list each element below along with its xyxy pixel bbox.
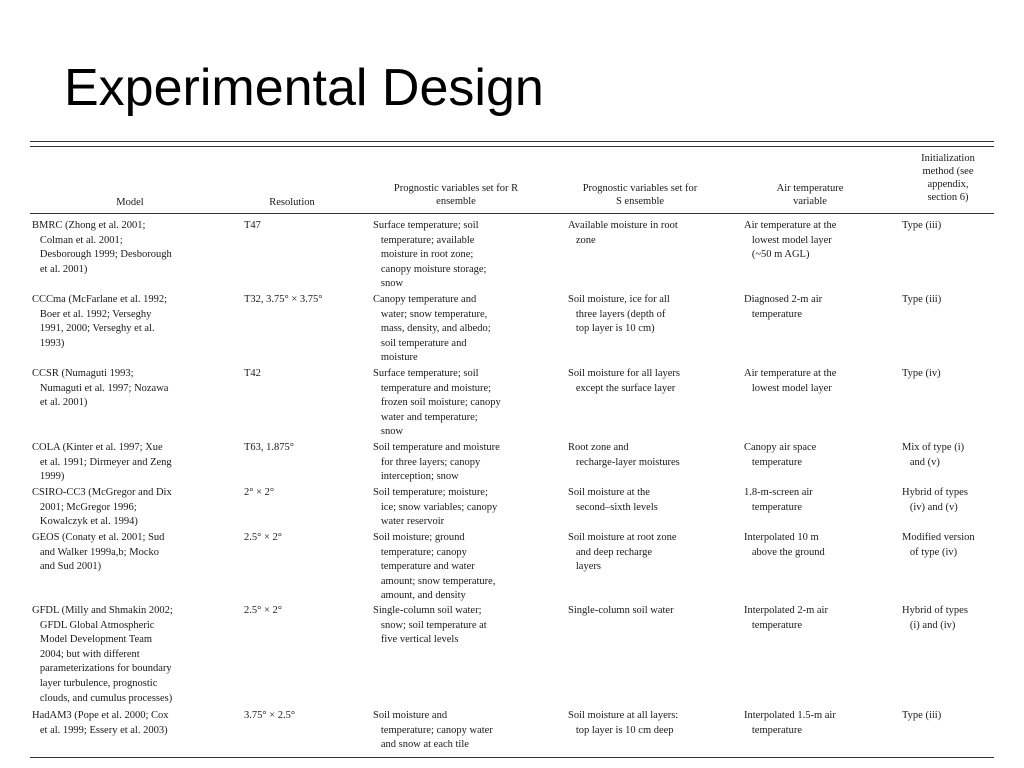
cell-resolution: T32, 3.75° × 3.75°: [244, 294, 323, 305]
cell-resolution: T42: [244, 368, 261, 379]
cell-s-ensemble: Soil moisture at all layers: top layer is 10 cm deep: [568, 710, 679, 736]
cell-resolution: 2° × 2°: [244, 487, 275, 498]
cell-air-temperature: Canopy air space temperature: [744, 442, 817, 468]
cell-air-temperature: Interpolated 2-m air temperature: [744, 605, 828, 631]
cell-r-ensemble: Soil temperature and moisture for three layers; canopy interception; snow: [373, 442, 500, 483]
cell-air-temperature: Air temperature at the lowest model layer (~50 m AGL): [744, 220, 837, 261]
cell-s-ensemble: Single-column soil water: [568, 605, 674, 616]
cell-initialization: Modified version of type (iv): [902, 532, 975, 558]
slide-title: Experimental Design: [64, 59, 544, 117]
cell-r-ensemble: Soil temperature; moisture; ice; snow variables; canopy water reservoir: [373, 487, 498, 528]
cell-s-ensemble: Root zone and recharge-layer moistures: [568, 442, 680, 468]
cell-initialization: Hybrid of types (iv) and (v): [902, 487, 968, 513]
cell-r-ensemble: Soil moisture and temperature; canopy water and snow at each tile: [373, 710, 493, 751]
cell-r-ensemble: Single-column soil water; snow; soil temperature at five vertical levels: [373, 605, 487, 646]
header-model: Model: [116, 197, 144, 208]
cell-s-ensemble: Available moisture in root zone: [568, 220, 678, 246]
cell-air-temperature: Interpolated 10 m above the ground: [744, 532, 825, 558]
table-top-rule-double: [30, 146, 994, 147]
cell-r-ensemble: Soil moisture; ground temperature; canopy temperature and water amount; snow temperature, amount, and density: [373, 532, 496, 602]
cell-model: CSIRO-CC3 (McGregor and Dix 2001; McGregor 1996; Kowalczyk et al. 1994): [32, 487, 172, 528]
header-s-ensemble: Prognostic variables set for S ensemble: [582, 183, 698, 207]
cell-resolution: T63, 1.875°: [244, 442, 294, 453]
cell-r-ensemble: Surface temperature; soil temperature; available moisture in root zone; canopy moisture storage; snow: [373, 220, 487, 290]
cell-model: COLA (Kinter et al. 1997; Xue et al. 1991; Dirmeyer and Zeng 1999): [32, 442, 172, 483]
table-bottom-rule: [30, 757, 994, 758]
cell-r-ensemble: Surface temperature; soil temperature and moisture; frozen soil moisture; canopy water and temperature; snow: [373, 368, 501, 438]
cell-s-ensemble: Soil moisture at the second–sixth levels: [568, 487, 658, 513]
header-air-temperature: Air temperature variable: [776, 183, 844, 207]
cell-initialization: Hybrid of types (i) and (iv): [902, 605, 968, 631]
cell-model: GFDL (Milly and Shmakin 2002; GFDL Global Atmospheric Model Development Team 2004; but with different parameterizations for boundary layer turbulence, prognostic clouds, and cumulus processes): [32, 605, 173, 704]
cell-resolution: 2.5° × 2°: [244, 532, 282, 543]
cell-model: HadAM3 (Pope et al. 2000; Cox et al. 1999; Essery et al. 2003): [32, 710, 169, 736]
cell-initialization: Type (iii): [902, 710, 942, 721]
cell-model: GEOS (Conaty et al. 2001; Sud and Walker 1999a,b; Mocko and Sud 2001): [32, 532, 165, 573]
cell-initialization: Type (iii): [902, 220, 942, 231]
cell-air-temperature: Air temperature at the lowest model layer: [744, 368, 837, 394]
header-initialization: Initialization method (see appendix, section 6): [921, 153, 975, 203]
cell-model: BMRC (Zhong et al. 2001; Colman et al. 2001; Desborough 1999; Desborough et al. 2001): [32, 220, 172, 275]
header-rule: [30, 213, 994, 214]
cell-air-temperature: 1.8-m-screen air temperature: [744, 487, 813, 513]
cell-initialization: Type (iii): [902, 294, 942, 305]
cell-air-temperature: Interpolated 1.5-m air temperature: [744, 710, 836, 736]
cell-initialization: Mix of type (i) and (v): [902, 442, 965, 468]
cell-model: CCCma (McFarlane et al. 1992; Boer et al. 1992; Verseghy 1991, 2000; Verseghy et al. 1993): [32, 294, 168, 349]
cell-s-ensemble: Soil moisture at root zone and deep recharge layers: [568, 532, 677, 573]
cell-r-ensemble: Canopy temperature and water; snow temperature, mass, density, and albedo; soil temperature and moisture: [373, 294, 491, 364]
cell-resolution: 2.5° × 2°: [244, 605, 282, 616]
cell-s-ensemble: Soil moisture, ice for all three layers (depth of top layer is 10 cm): [568, 294, 670, 335]
cell-resolution: 3.75° × 2.5°: [244, 710, 296, 721]
cell-air-temperature: Diagnosed 2-m air temperature: [744, 294, 823, 320]
cell-model: CCSR (Numaguti 1993; Numaguti et al. 1997; Nozawa et al. 2001): [32, 368, 169, 409]
cell-resolution: T47: [244, 220, 261, 231]
table-top-rule: [30, 141, 994, 142]
header-r-ensemble: Prognostic variables set for R ensemble: [393, 183, 519, 207]
cell-s-ensemble: Soil moisture for all layers except the surface layer: [568, 368, 680, 394]
cell-initialization: Type (iv): [902, 368, 941, 379]
header-resolution: Resolution: [269, 197, 315, 208]
